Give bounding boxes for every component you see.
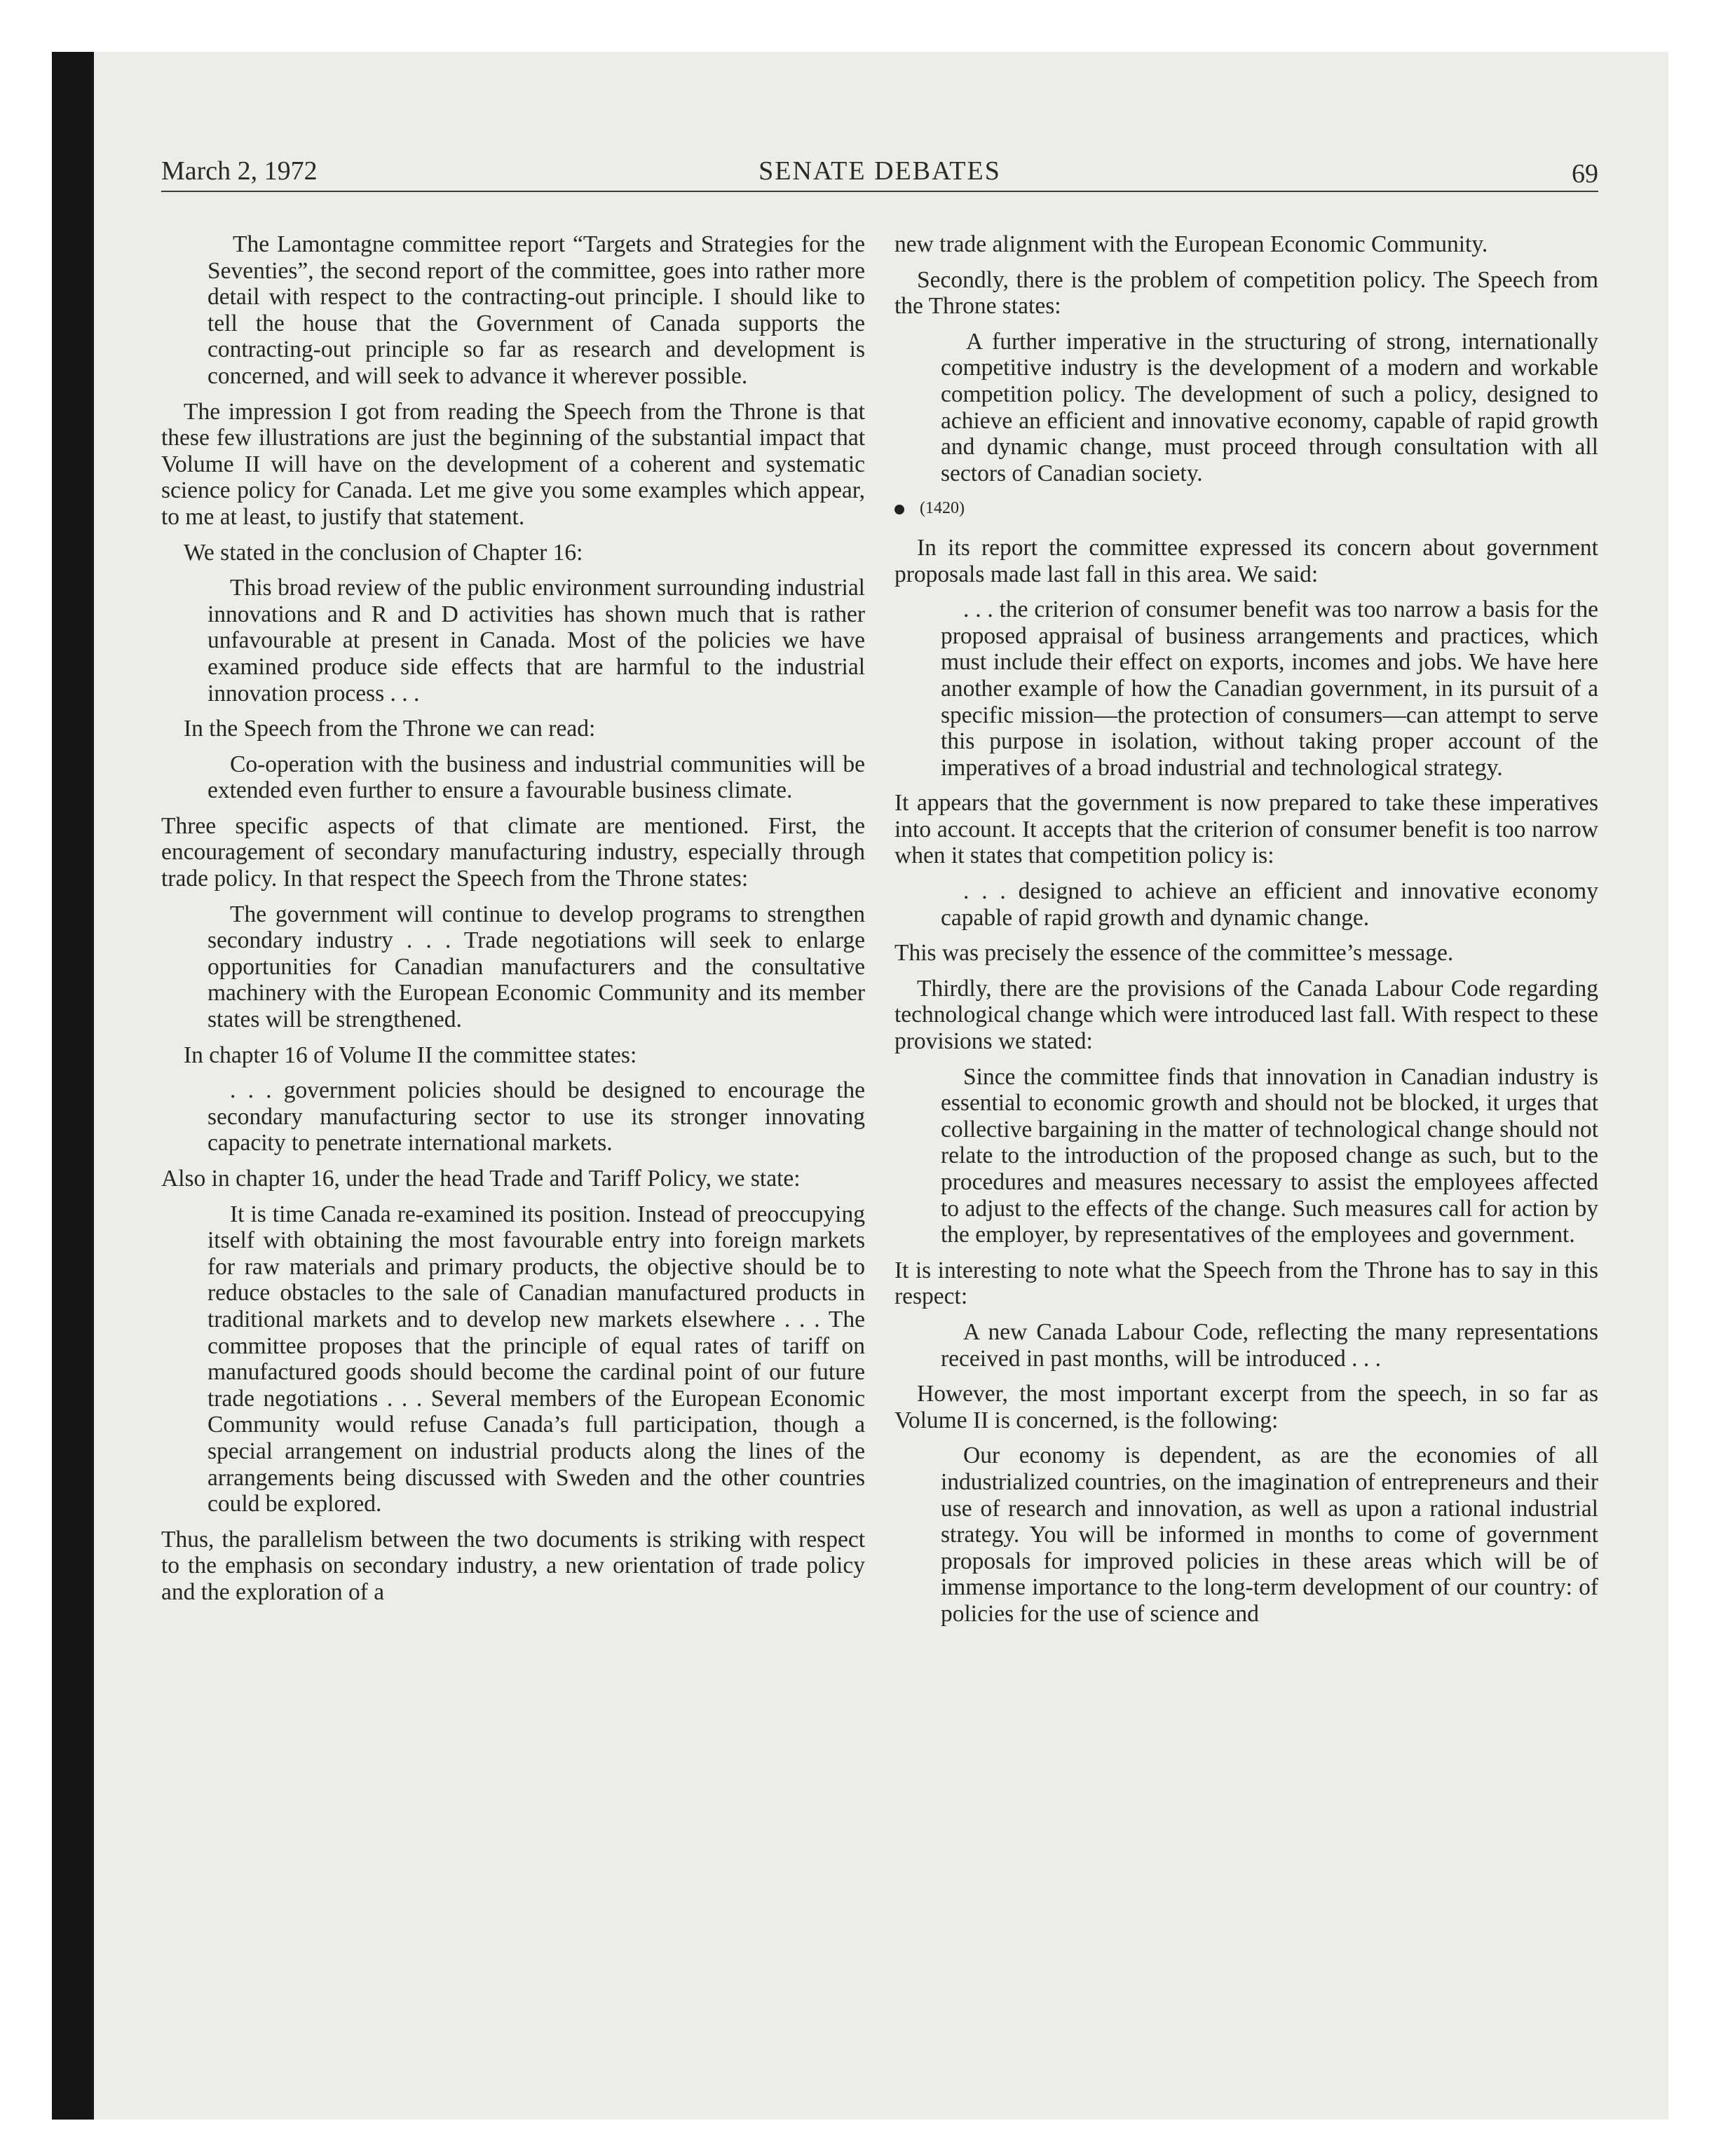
time-marker-label: (1420)	[920, 499, 965, 518]
paragraph: Secondly, there is the problem of competition policy. The Speech from the Throne states:	[894, 266, 1598, 320]
block-quote: . . . government policies should be designed to encourage the secondary manufacturing sector to use its stronger innovating capacity to penetrate international markets.	[207, 1077, 865, 1157]
paragraph: The Lamontagne committee report “Targets and Strategies for the Seventies”, the second report of the committee, goes into rather more detail with respect to the contracting-out principle. I should like to tell the house that the Government of Canada supports the contracting-out principle so far as research and development is concerned, and will seek to advance it wherever possible.	[207, 231, 865, 389]
time-marker	[894, 496, 1598, 522]
block-quote: . . . the criterion of consumer benefit was too narrow a basis for the proposed appraisal of business arrangements and practices, which must include their effect on exports, incomes and jobs. We have here another example of how the Canadian government, in its pursuit of a specific mission—the protection of consumers—can attempt to serve this purpose in isolation, without taking proper account of the imperatives of a broad industrial and technological strategy.	[941, 596, 1598, 781]
paragraph: The impression I got from reading the Speech from the Throne is that these few illustrations are just the beginning of the substantial impact that Volume II will have on the development of a coherent and systematic science policy for Canada. Let me give you some examples which appear, to me at least, to justify that statement.	[161, 398, 865, 530]
block-quote: It is time Canada re-examined its position. Instead of preoccupying itself with obtaining the most favourable entry into foreign markets for raw materials and primary products, the objective should be to reduce obstacles to the sale of Canadian manufactured products in traditional markets and to develop new markets elsewhere . . . The committee proposes that the principle of equal rates of tariff on manufactured goods should become the cardinal point of our future trade negotiations . . . Several members of the European Economic Community would refuse Canada’s full participation, though a special arrangement on industrial products along the lines of the arrangements being discussed with Sweden and the other countries could be explored.	[207, 1201, 865, 1517]
header-title: SENATE DEBATES	[758, 156, 1001, 186]
paragraph: This was precisely the essence of the committee’s message.	[894, 940, 1454, 967]
paragraph: new trade alignment with the European Economic Community.	[894, 231, 1488, 257]
block-quote: Our economy is dependent, as are the economies of all industrialized countries, on the imagination of entrepreneurs and their use of research and innovation, as well as upon a rational industrial strategy. You will be informed in months to come of government proposals for improved policies in these areas which will be of immense importance to the long-term development of our country: of policies for the use of science and	[941, 1442, 1598, 1627]
paragraph: It is interesting to note what the Speech from the Throne has to say in this respect:	[894, 1257, 1598, 1310]
paragraph: Thus, the parallelism between the two documents is striking with respect to the emphasis on secondary industry, a new orientation of trade policy and the exploration of a	[161, 1526, 865, 1605]
paragraph: In chapter 16 of Volume II the committee states:	[184, 1042, 637, 1068]
right-column	[894, 231, 1598, 1637]
page-header	[161, 149, 1598, 192]
paragraph: It appears that the government is now prepared to take these imperatives into account. It accepts that the criterion of consumer benefit is too narrow when it states that competition policy is:	[894, 790, 1598, 869]
header-date: March 2, 1972	[161, 156, 318, 186]
paragraph: We stated in the conclusion of Chapter 16:	[184, 539, 583, 566]
paragraph: However, the most important excerpt from the speech, in so far as Volume II is concerned, is the following:	[894, 1381, 1598, 1433]
page-number: 69	[1572, 159, 1598, 189]
block-quote: Since the committee finds that innovation in Canadian industry is essential to economic growth and should not be blocked, it urges that collective bargaining in the matter of technological change should not relate to the introduction of the proposed change as such, but to the procedures and measures necessary to assist the employees affected to adjust to the effects of the change. Such measures call for action by the employer, by representatives of the employees and government.	[941, 1063, 1598, 1248]
block-quote: The government will continue to develop programs to strengthen secondary industry . . . Trade negotiations will seek to enlarge opportunities for Canadian manufacturers and the consultative machinery with the European Economic Community and its member states will be strengthened.	[207, 901, 865, 1033]
paragraph: In the Speech from the Throne we can read:	[184, 716, 596, 742]
block-quote: A new Canada Labour Code, reflecting the many representations received in past months, will be introduced . . .	[941, 1318, 1598, 1372]
block-quote: Co-operation with the business and industrial communities will be extended even further to ensure a favourable business climate.	[207, 751, 865, 804]
page-content	[94, 52, 1668, 2120]
block-quote: This broad review of the public environment surrounding industrial innovations and R and D activities has shown much that is rather unfavourable at present in Canada. Most of the policies we have examined produce side effects that are harmful to the industrial innovation process . . .	[207, 575, 865, 707]
left-column	[161, 231, 865, 1615]
bullet-icon	[894, 505, 904, 514]
paragraph: Also in chapter 16, under the head Trade and Tariff Policy, we state:	[161, 1166, 801, 1192]
paragraph: Three specific aspects of that climate are mentioned. First, the encouragement of secondary manufacturing industry, especially through trade policy. In that respect the Speech from the Throne states:	[161, 812, 865, 892]
block-quote: . . . designed to achieve an efficient and innovative economy capable of rapid growth and dynamic change.	[941, 878, 1598, 931]
paragraph: Thirdly, there are the provisions of the Canada Labour Code regarding technological change which were introduced last fall. With respect to these provisions we stated:	[894, 975, 1598, 1055]
scan-edge	[52, 52, 94, 2120]
paragraph: In its report the committee expressed its concern about government proposals made last fall in this area. We said:	[894, 534, 1598, 587]
block-quote: A further imperative in the structuring of strong, internationally competitive industry is the development of a modern and workable competition policy. The development of such a policy, designed to achieve an efficient and innovative economy, capable of rapid growth and dynamic change, must proceed through consultation with all sectors of Canadian society.	[941, 328, 1598, 486]
